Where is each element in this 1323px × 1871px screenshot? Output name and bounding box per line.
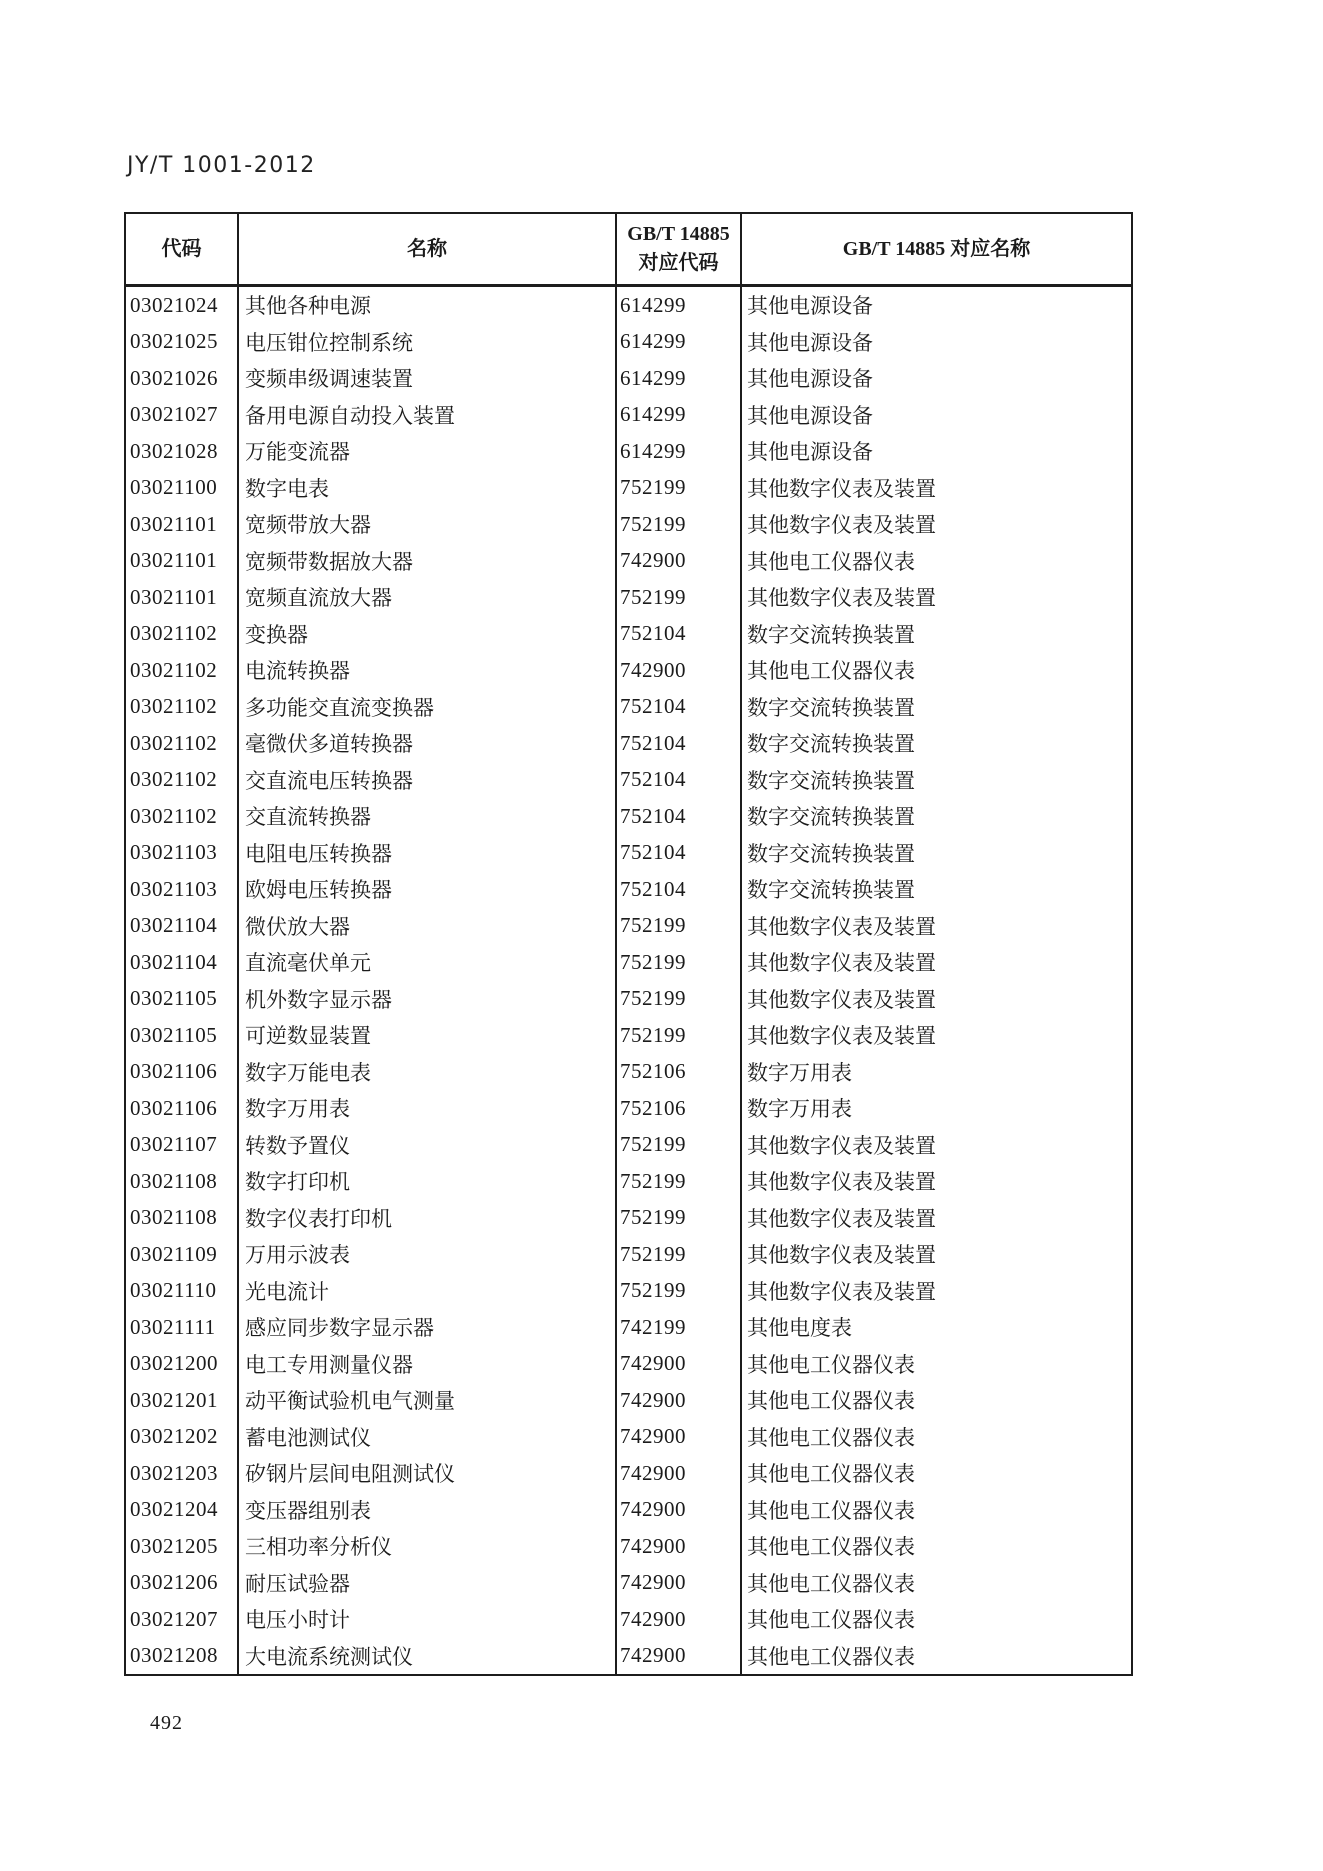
cell-name: 欧姆电压转换器 xyxy=(239,871,617,908)
cell-gbt_code: 742900 xyxy=(617,1601,742,1638)
page-number: 492 xyxy=(150,1712,183,1734)
table-row xyxy=(126,762,1131,799)
cell-gbt_code: 752199 xyxy=(617,470,742,507)
cell-code: 03021204 xyxy=(126,1492,239,1529)
cell-gbt_code: 752104 xyxy=(617,871,742,908)
cell-name: 动平衡试验机电气测量 xyxy=(239,1382,617,1419)
cell-name: 变频串级调速装置 xyxy=(239,360,617,397)
cell-code: 03021101 xyxy=(126,506,239,543)
cell-code: 03021108 xyxy=(126,1200,239,1237)
header-name: 名称 xyxy=(239,214,617,284)
cell-gbt_name: 数字交流转换装置 xyxy=(747,732,915,757)
table-row xyxy=(126,1528,1131,1565)
cell-name: 数字仪表打印机 xyxy=(239,1200,617,1237)
cell-gbt_name: 其他数字仪表及装置 xyxy=(747,914,936,939)
cell-gbt_code: 752106 xyxy=(617,1090,742,1127)
cell-name: 耐压试验器 xyxy=(239,1565,617,1602)
table-row xyxy=(126,652,1131,689)
cell-gbt_name: 数字交流转换装置 xyxy=(747,841,915,866)
cell-name: 数字万能电表 xyxy=(239,1054,617,1091)
cell-code: 03021026 xyxy=(126,360,239,397)
table-row xyxy=(126,1236,1131,1273)
cell-name: 电工专用测量仪器 xyxy=(239,1346,617,1383)
cell-gbt_code: 742900 xyxy=(617,1565,742,1602)
cell-code: 03021027 xyxy=(126,397,239,434)
cell-gbt_name: 其他电源设备 xyxy=(747,330,873,355)
cell-code: 03021106 xyxy=(126,1090,239,1127)
cell-gbt_name: 数字交流转换装置 xyxy=(747,768,915,793)
cell-gbt_code: 614299 xyxy=(617,397,742,434)
cell-gbt_code: 752199 xyxy=(617,579,742,616)
cell-name: 交直流转换器 xyxy=(239,798,617,835)
cell-gbt_code: 742900 xyxy=(617,1455,742,1492)
cell-gbt_name: 其他电工仪器仪表 xyxy=(747,1352,915,1377)
table-row xyxy=(126,616,1131,653)
cell-code: 03021101 xyxy=(126,579,239,616)
cell-gbt_name: 其他电工仪器仪表 xyxy=(747,1608,915,1633)
table-row xyxy=(126,1127,1131,1164)
cell-gbt_code: 752104 xyxy=(617,835,742,872)
table-row xyxy=(126,1090,1131,1127)
cell-gbt_name: 其他数字仪表及装置 xyxy=(747,1243,936,1268)
cell-gbt_name: 其他电工仪器仪表 xyxy=(747,1425,915,1450)
cell-name: 直流毫伏单元 xyxy=(239,944,617,981)
cell-name: 微伏放大器 xyxy=(239,908,617,945)
cell-name: 变压器组别表 xyxy=(239,1492,617,1529)
cell-gbt_name: 数字万用表 xyxy=(747,1097,852,1122)
cell-code: 03021205 xyxy=(126,1528,239,1565)
cell-code: 03021111 xyxy=(126,1309,239,1346)
cell-name: 机外数字显示器 xyxy=(239,981,617,1018)
cell-gbt_name: 其他数字仪表及装置 xyxy=(747,513,936,538)
cell-gbt_code: 752104 xyxy=(617,689,742,726)
cell-name: 数字打印机 xyxy=(239,1163,617,1200)
cell-gbt_name: 其他电源设备 xyxy=(747,403,873,428)
table-row xyxy=(126,470,1131,507)
cell-name: 矽钢片层间电阻测试仪 xyxy=(239,1455,617,1492)
table-row xyxy=(126,689,1131,726)
cell-gbt_name: 其他电工仪器仪表 xyxy=(747,659,915,684)
table-row xyxy=(126,1346,1131,1383)
header-gbt-code-line1: GB/T 14885 xyxy=(627,223,730,245)
cell-name: 可逆数显装置 xyxy=(239,1017,617,1054)
table-row xyxy=(126,1163,1131,1200)
table-row xyxy=(126,1309,1131,1346)
cell-gbt_code: 742199 xyxy=(617,1309,742,1346)
cell-gbt_name: 数字万用表 xyxy=(747,1060,852,1085)
table-row xyxy=(126,324,1131,361)
cell-code: 03021202 xyxy=(126,1419,239,1456)
cell-gbt_code: 742900 xyxy=(617,1419,742,1456)
table-row xyxy=(126,397,1131,434)
cell-name: 宽频带放大器 xyxy=(239,506,617,543)
cell-gbt_code: 614299 xyxy=(617,433,742,470)
cell-name: 转数予置仪 xyxy=(239,1127,617,1164)
cell-code: 03021108 xyxy=(126,1163,239,1200)
cell-gbt_code: 742900 xyxy=(617,652,742,689)
cell-code: 03021208 xyxy=(126,1638,239,1675)
cell-gbt_name: 其他电工仪器仪表 xyxy=(747,1644,915,1669)
table-header-row xyxy=(126,214,1131,287)
cell-gbt_name: 其他电工仪器仪表 xyxy=(747,1498,915,1523)
cell-gbt_name: 其他数字仪表及装置 xyxy=(747,1170,936,1195)
doc-number: JY/T 1001-2012 xyxy=(127,153,316,178)
cell-gbt_name: 数字交流转换装置 xyxy=(747,622,915,647)
header-gbt-name: GB/T 14885 对应名称 xyxy=(842,237,1031,260)
cell-gbt_name: 其他电源设备 xyxy=(747,294,873,319)
table-row xyxy=(126,1638,1131,1675)
cell-name: 数字万用表 xyxy=(239,1090,617,1127)
table-row xyxy=(126,725,1131,762)
cell-gbt_code: 752104 xyxy=(617,725,742,762)
cell-code: 03021101 xyxy=(126,543,239,580)
cell-gbt_name: 数字交流转换装置 xyxy=(747,695,915,720)
cell-gbt_name: 其他电工仪器仪表 xyxy=(747,1571,915,1596)
cell-name: 万能变流器 xyxy=(239,433,617,470)
cell-name: 电压钳位控制系统 xyxy=(239,324,617,361)
cell-gbt_code: 752199 xyxy=(617,981,742,1018)
cell-gbt_code: 752104 xyxy=(617,616,742,653)
cell-code: 03021028 xyxy=(126,433,239,470)
code-mapping-table xyxy=(124,212,1133,1676)
cell-gbt_code: 614299 xyxy=(617,287,742,324)
table-row xyxy=(126,1200,1131,1237)
cell-gbt_code: 752199 xyxy=(617,908,742,945)
cell-name: 毫微伏多道转换器 xyxy=(239,725,617,762)
table-row xyxy=(126,871,1131,908)
cell-code: 03021102 xyxy=(126,725,239,762)
table-row xyxy=(126,1054,1131,1091)
cell-name: 万用示波表 xyxy=(239,1236,617,1273)
cell-code: 03021107 xyxy=(126,1127,239,1164)
cell-name: 感应同步数字显示器 xyxy=(239,1309,617,1346)
table-row xyxy=(126,1382,1131,1419)
cell-gbt_name: 其他数字仪表及装置 xyxy=(747,1279,936,1304)
cell-code: 03021104 xyxy=(126,944,239,981)
cell-name: 数字电表 xyxy=(239,470,617,507)
cell-name: 宽频带数据放大器 xyxy=(239,543,617,580)
cell-gbt_name: 其他电工仪器仪表 xyxy=(747,1535,915,1560)
header-code: 代码 xyxy=(126,214,239,284)
cell-code: 03021103 xyxy=(126,871,239,908)
cell-code: 03021200 xyxy=(126,1346,239,1383)
cell-name: 电压小时计 xyxy=(239,1601,617,1638)
cell-gbt_name: 其他数字仪表及装置 xyxy=(747,951,936,976)
table-row xyxy=(126,1017,1131,1054)
cell-gbt_name: 数字交流转换装置 xyxy=(747,878,915,903)
table-row xyxy=(126,1565,1131,1602)
cell-gbt_name: 其他数字仪表及装置 xyxy=(747,987,936,1012)
table-row xyxy=(126,798,1131,835)
cell-name: 变换器 xyxy=(239,616,617,653)
table-row xyxy=(126,1601,1131,1638)
table-row xyxy=(126,1492,1131,1529)
cell-name: 大电流系统测试仪 xyxy=(239,1638,617,1675)
cell-code: 03021024 xyxy=(126,287,239,324)
cell-name: 其他各种电源 xyxy=(239,287,617,324)
cell-gbt_code: 752199 xyxy=(617,506,742,543)
cell-code: 03021103 xyxy=(126,835,239,872)
header-gbt-code xyxy=(617,214,742,284)
cell-gbt_name: 其他电工仪器仪表 xyxy=(747,1389,915,1414)
cell-code: 03021110 xyxy=(126,1273,239,1310)
cell-gbt_name: 数字交流转换装置 xyxy=(747,805,915,830)
cell-code: 03021105 xyxy=(126,981,239,1018)
cell-gbt_code: 752104 xyxy=(617,798,742,835)
table-body xyxy=(126,287,1131,1674)
cell-gbt_code: 752199 xyxy=(617,1017,742,1054)
cell-gbt_name: 其他数字仪表及装置 xyxy=(747,476,936,501)
cell-name: 电流转换器 xyxy=(239,652,617,689)
cell-gbt_code: 752199 xyxy=(617,1236,742,1273)
cell-gbt_code: 742900 xyxy=(617,1492,742,1529)
cell-name: 备用电源自动投入装置 xyxy=(239,397,617,434)
cell-code: 03021206 xyxy=(126,1565,239,1602)
cell-code: 03021207 xyxy=(126,1601,239,1638)
cell-gbt_code: 614299 xyxy=(617,324,742,361)
cell-gbt_name: 其他电工仪器仪表 xyxy=(747,549,915,574)
cell-code: 03021105 xyxy=(126,1017,239,1054)
cell-gbt_code: 742900 xyxy=(617,543,742,580)
cell-gbt_code: 752104 xyxy=(617,762,742,799)
cell-name: 宽频直流放大器 xyxy=(239,579,617,616)
cell-gbt_name: 其他电工仪器仪表 xyxy=(747,1462,915,1487)
table-row xyxy=(126,1455,1131,1492)
table-row xyxy=(126,944,1131,981)
cell-gbt_name: 其他电源设备 xyxy=(747,367,873,392)
cell-code: 03021102 xyxy=(126,798,239,835)
cell-code: 03021201 xyxy=(126,1382,239,1419)
cell-gbt_name: 其他数字仪表及装置 xyxy=(747,1133,936,1158)
table-row xyxy=(126,908,1131,945)
cell-gbt_name: 其他数字仪表及装置 xyxy=(747,1206,936,1231)
cell-code: 03021102 xyxy=(126,616,239,653)
cell-gbt_code: 742900 xyxy=(617,1528,742,1565)
cell-code: 03021100 xyxy=(126,470,239,507)
cell-name: 多功能交直流变换器 xyxy=(239,689,617,726)
cell-gbt_code: 752199 xyxy=(617,944,742,981)
cell-code: 03021109 xyxy=(126,1236,239,1273)
cell-gbt_code: 742900 xyxy=(617,1346,742,1383)
cell-gbt_code: 742900 xyxy=(617,1382,742,1419)
cell-gbt_name: 其他数字仪表及装置 xyxy=(747,586,936,611)
cell-gbt_code: 752199 xyxy=(617,1127,742,1164)
table-row xyxy=(126,543,1131,580)
cell-gbt_name: 其他电源设备 xyxy=(747,440,873,465)
cell-gbt_name: 其他数字仪表及装置 xyxy=(747,1024,936,1049)
table-row xyxy=(126,506,1131,543)
cell-gbt_code: 742900 xyxy=(617,1638,742,1675)
cell-code: 03021102 xyxy=(126,652,239,689)
table-row xyxy=(126,287,1131,324)
cell-code: 03021106 xyxy=(126,1054,239,1091)
cell-code: 03021203 xyxy=(126,1455,239,1492)
cell-code: 03021102 xyxy=(126,689,239,726)
cell-name: 电阻电压转换器 xyxy=(239,835,617,872)
cell-gbt_code: 752106 xyxy=(617,1054,742,1091)
table-row xyxy=(126,1273,1131,1310)
cell-code: 03021102 xyxy=(126,762,239,799)
cell-gbt_code: 614299 xyxy=(617,360,742,397)
table-row xyxy=(126,360,1131,397)
table-row xyxy=(126,835,1131,872)
cell-code: 03021025 xyxy=(126,324,239,361)
cell-gbt_code: 752199 xyxy=(617,1163,742,1200)
cell-name: 蓄电池测试仪 xyxy=(239,1419,617,1456)
header-gbt-code-line2: 对应代码 xyxy=(638,252,719,274)
cell-name: 交直流电压转换器 xyxy=(239,762,617,799)
cell-gbt_code: 752199 xyxy=(617,1200,742,1237)
cell-gbt_code: 752199 xyxy=(617,1273,742,1310)
cell-name: 光电流计 xyxy=(239,1273,617,1310)
table-row xyxy=(126,579,1131,616)
table-row xyxy=(126,433,1131,470)
cell-code: 03021104 xyxy=(126,908,239,945)
cell-gbt_name: 其他电度表 xyxy=(747,1316,852,1341)
cell-name: 三相功率分析仪 xyxy=(239,1528,617,1565)
table-row xyxy=(126,1419,1131,1456)
table-row xyxy=(126,981,1131,1018)
